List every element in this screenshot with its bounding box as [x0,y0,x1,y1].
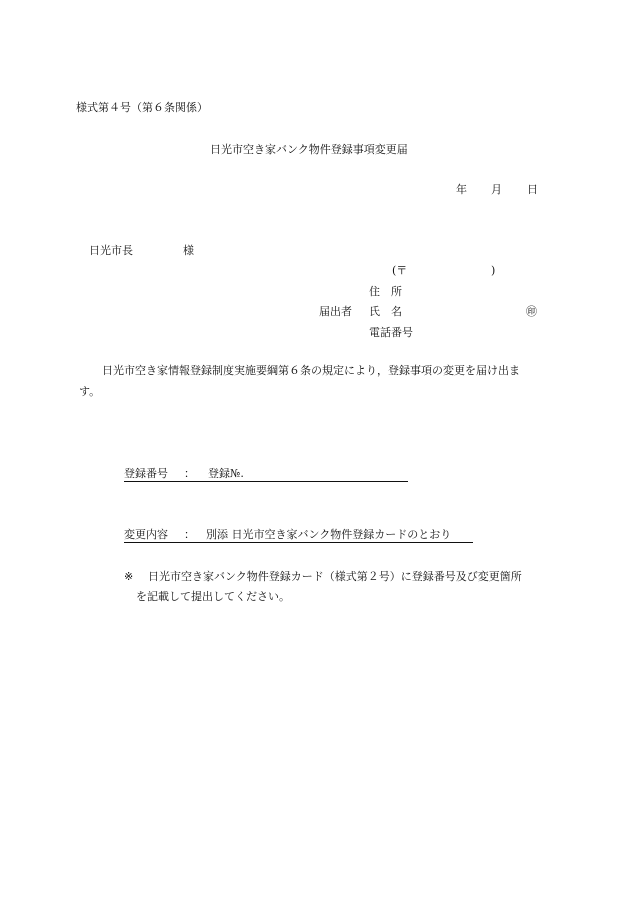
date-day-label: 日 [527,183,538,196]
note-line-1: 日光市空き家バンク物件登録カード（様式第２号）に登録番号及び変更箇所 [148,570,522,583]
change-content-colon: ： [184,528,195,541]
address-label: 住 所 [369,285,402,298]
addressee-honorific: 様 [183,244,194,257]
name-label: 氏 名 [369,305,402,318]
document-title: 日光市空き家バンク物件登録事項変更届 [210,143,408,156]
seal-mark: ㊞ [526,305,537,318]
phone-label: 電話番号 [369,326,413,339]
applicant-role-label: 届出者 [319,305,352,318]
postal-code-open: (〒 [392,264,408,277]
registration-number-value: 登録№. [208,467,244,480]
date-year-label: 年 [456,183,467,196]
registration-number-label: 登録番号 [124,467,168,480]
body-text-line-2: す。 [79,385,101,398]
note-line-2: を記載して提出してください。 [136,590,290,603]
date-month-label: 月 [491,183,502,196]
body-text-line-1: 日光市空き家情報登録制度実施要綱第６条の規定により，登録事項の変更を届け出ま [102,364,520,377]
note-mark: ※ [124,570,134,583]
postal-code-close: ) [491,264,496,277]
change-content-label: 変更内容 [124,528,168,541]
change-content-value: 別添 日光市空き家バンク物件登録カードのとおり [206,528,452,541]
form-number: 様式第４号（第６条関係） [76,101,208,114]
registration-number-colon: ： [184,467,195,480]
addressee-name: 日光市長 [89,244,133,257]
